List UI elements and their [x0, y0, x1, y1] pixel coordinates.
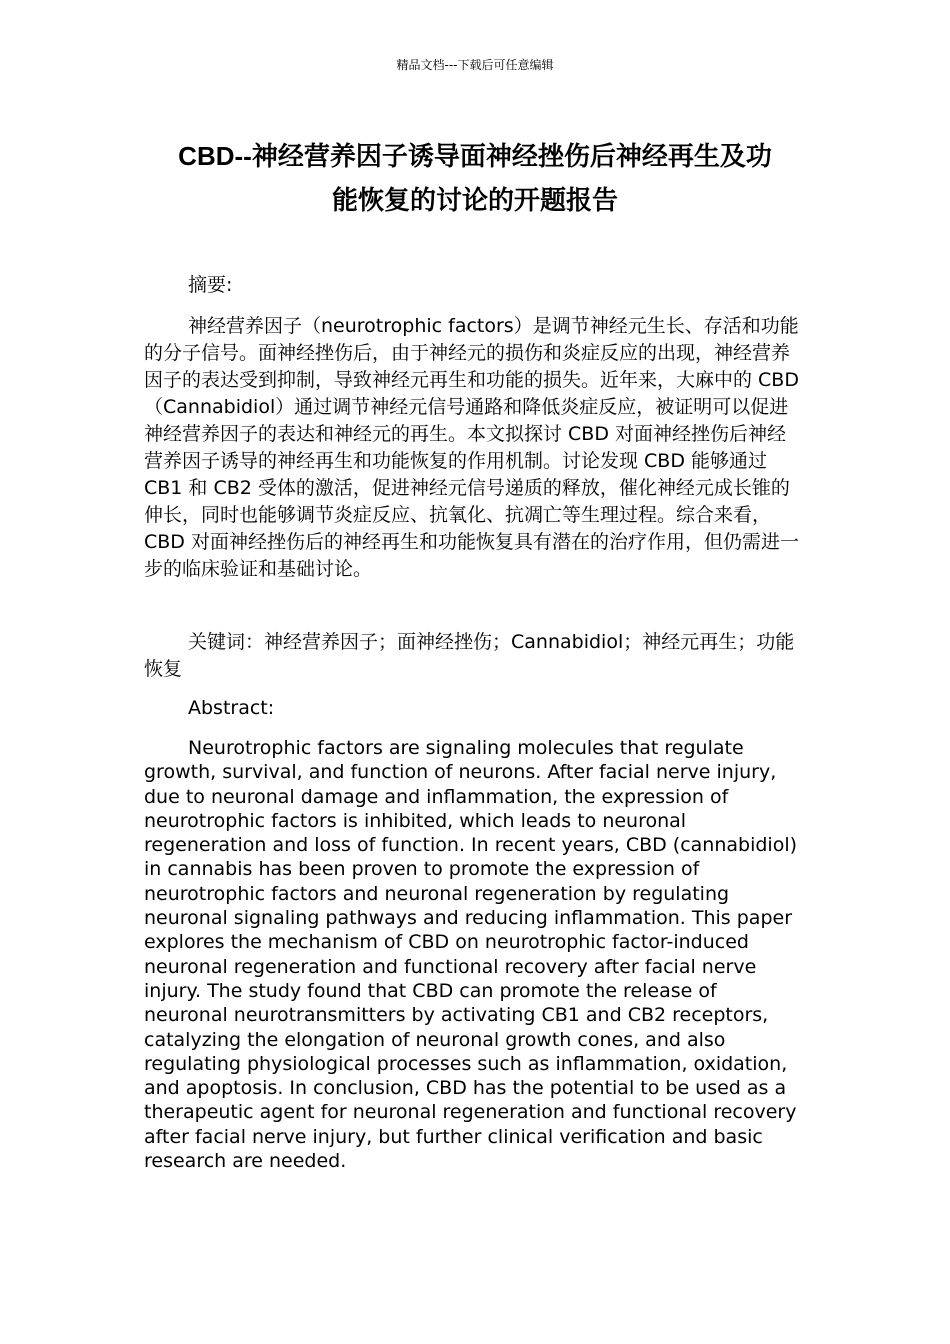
abstract-en-label: Abstract:: [188, 697, 275, 719]
abstract-en-body: Neurotrophic factors are signaling molecules that regulate growth, survival, and function of neurons. After facial nerve injury, due to neuronal damage and inflammation, the expression of neurotrophic factors is inhibited, which leads to neuronal regeneration and loss of function. In recent years, CBD (cannabidiol) in cannabis has been proven to promote the expression of neurotrophic factors and neuronal regeneration by regulating neuronal signaling pathways and reducing inflammation. This paper explores the mechanism of CBD on neurotrophic factor-induced neuronal regeneration and functional recovery after facial nerve injury. The study found that CBD can promote the release of neuronal neurotransmitters by activating CB1 and CB2 receptors, catalyzing the elongation of neuronal growth cones, and also regulating physiological processes such as inflammation, oxidation, and apoptosis. In conclusion, CBD has the potential to be used as a therapeutic agent for neuronal regeneration and functional recovery after facial nerve injury, but further clinical verification and basic research are needed.: [144, 737, 798, 1173]
document-title: [140, 134, 810, 222]
document-title-line-1: CBD--神经营养因子诱导面神经挫伤后神经再生及功: [178, 141, 772, 171]
abstract-cn-label: 摘要:: [188, 274, 233, 296]
keywords: 关键词：神经营养因子；面神经挫伤；Cannabidiol；神经元再生；功能恢复: [144, 631, 795, 680]
header-note: 精品文档---下载后可任意编辑: [396, 58, 554, 72]
abstract-cn-body: 神经营养因子（neurotrophic factors）是调节神经元生长、存活和功能的分子信号。面神经挫伤后，由于神经元的损伤和炎症反应的出现，神经营养因子的表达受到抑制，导致神经元再生和功能的损失。近年来，大麻中的 CBD（Cannabidiol）通过调节神经元信号通路和降低炎症反应，被证明可以促进神经营养因子的表达和神经元的再生。本文拟探讨 CBD 对面神经挫伤后神经营养因子诱导的神经再生和功能恢复的作用机制。讨论发现 CBD 能够通过 CB1 和 CB2 受体的激活，促进神经元信号递质的释放，催化神经元成长锥的伸长，同时也能够调节炎症反应、抗氧化、抗凋亡等生理过程。综合来看，CBD 对面神经挫伤后的神经再生和功能恢复具有潜在的治疗作用，但仍需进一步的临床验证和基础讨论。: [144, 315, 799, 580]
document-title-line-2: 能恢复的讨论的开题报告: [331, 185, 618, 215]
